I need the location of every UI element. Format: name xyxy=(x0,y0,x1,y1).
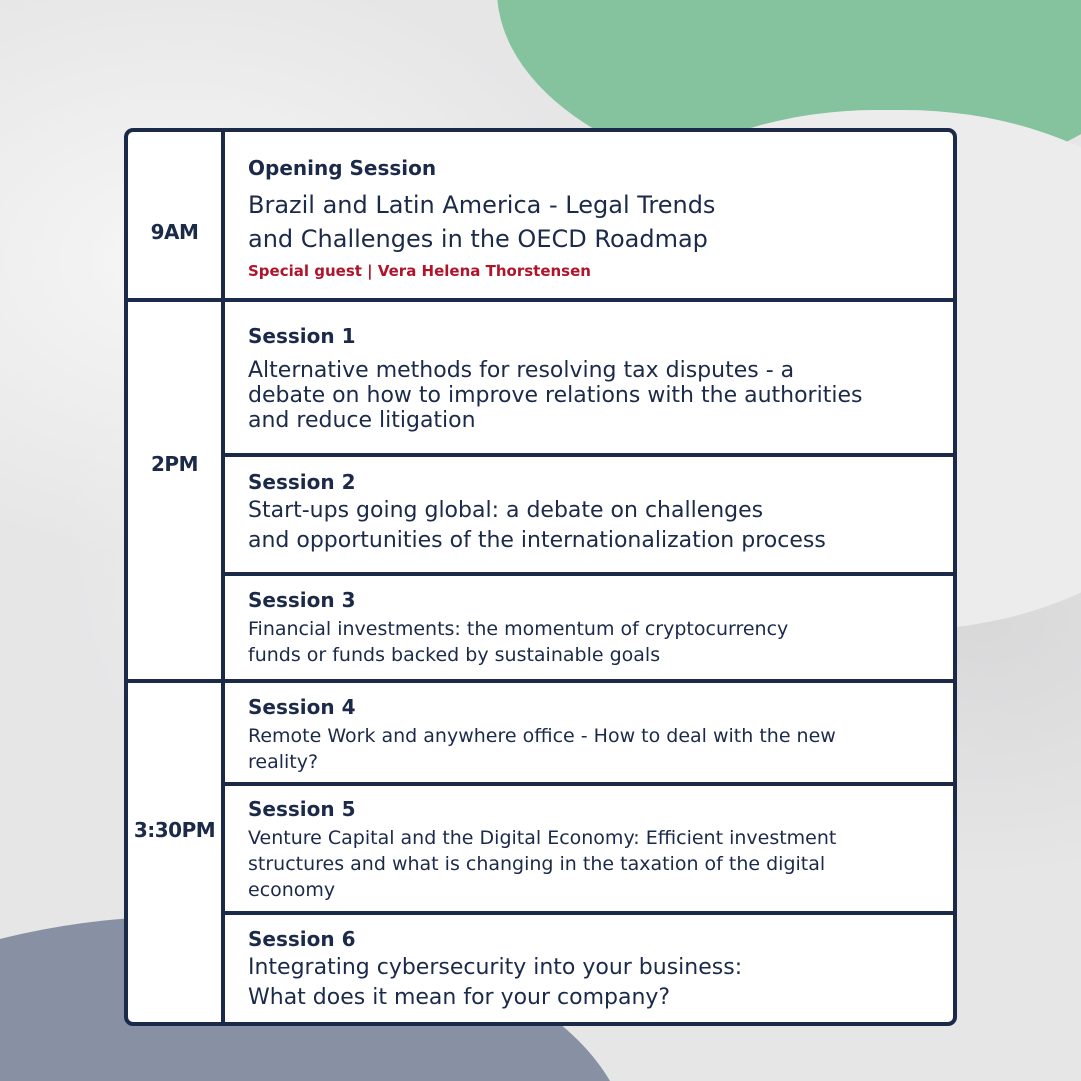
session-title: Session 5 xyxy=(248,797,356,821)
session-opening xyxy=(248,156,929,280)
session-divider-5 xyxy=(225,911,953,915)
session-divider-4 xyxy=(225,782,953,786)
session-title: Opening Session xyxy=(248,156,437,180)
session-3 xyxy=(248,588,929,668)
slot-divider-9am xyxy=(128,298,953,302)
session-description-line: Brazil and Latin America - Legal Trends xyxy=(248,191,716,219)
session-divider-1 xyxy=(225,453,953,457)
slot-divider-2pm xyxy=(128,679,953,683)
session-title: Session 4 xyxy=(248,695,356,719)
time-column-divider xyxy=(221,132,225,1022)
session-description-line: structures and what is changing in the taxation of the digital xyxy=(248,853,826,875)
session-description-line: Financial investments: the momentum of cryptocurrency xyxy=(248,618,789,640)
session-description-line: reality? xyxy=(248,751,319,773)
session-title: Session 2 xyxy=(248,470,356,494)
session-5 xyxy=(248,797,929,903)
session-description-line: and Challenges in the OECD Roadmap xyxy=(248,225,708,253)
session-description-line: What does it mean for your company? xyxy=(248,985,671,1010)
time-label-330pm: 3:30PM xyxy=(133,818,216,842)
session-description-line: Integrating cybersecurity into your business: xyxy=(248,955,743,980)
session-4 xyxy=(248,695,929,775)
time-label-2pm: 2PM xyxy=(151,452,198,476)
session-description-line: Venture Capital and the Digital Economy: Efficient investment xyxy=(248,827,837,849)
session-description-line: and opportunities of the internationalization process xyxy=(248,528,826,553)
special-guest: Special guest | Vera Helena Thorstensen xyxy=(248,262,591,280)
session-description-line: funds or funds backed by sustainable goals xyxy=(248,644,661,666)
session-divider-2 xyxy=(225,572,953,576)
session-description-line: and reduce litigation xyxy=(248,408,476,433)
session-title: Session 1 xyxy=(248,324,356,348)
session-1 xyxy=(248,324,929,433)
time-label-9am: 9AM xyxy=(150,220,199,244)
session-title: Session 3 xyxy=(248,588,356,612)
session-description-line: Alternative methods for resolving tax disputes - a xyxy=(248,358,795,383)
schedule-table xyxy=(124,128,957,1026)
session-description-line: Start-ups going global: a debate on challenges xyxy=(248,498,764,523)
session-title: Session 6 xyxy=(248,927,356,951)
session-description-line: debate on how to improve relations with the authorities xyxy=(248,383,863,408)
session-description-line: economy xyxy=(248,879,336,901)
session-6 xyxy=(248,927,929,1013)
session-description-line: Remote Work and anywhere office - How to deal with the new xyxy=(248,725,836,747)
session-2 xyxy=(248,470,929,556)
